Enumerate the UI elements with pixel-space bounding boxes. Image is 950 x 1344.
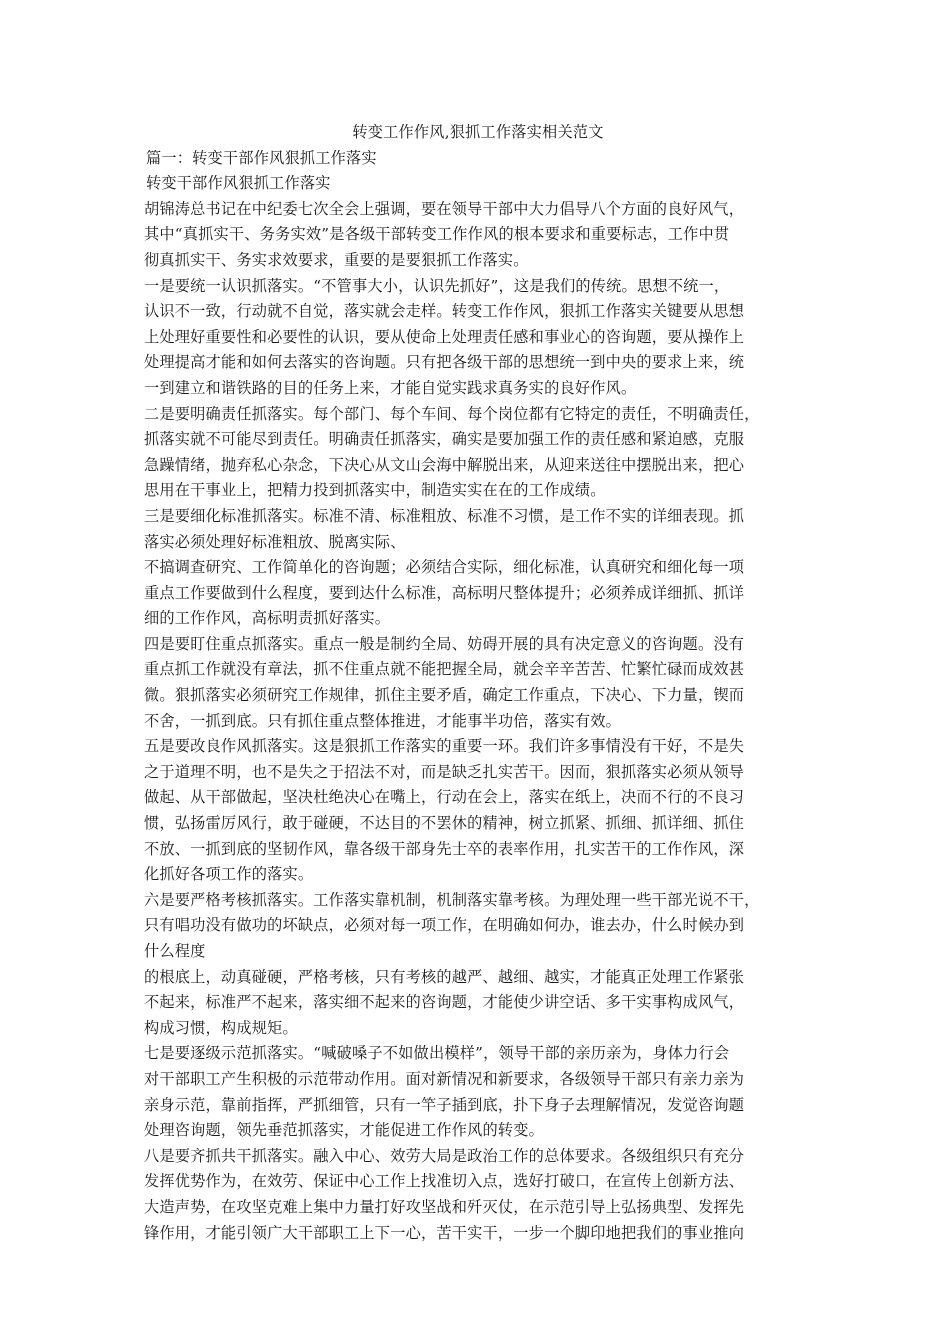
- section-heading: 篇一：转变干部作风狠抓工作落实: [146, 148, 377, 167]
- document-title: 转变工作作风,狠抓工作落实相关范文: [352, 123, 604, 141]
- paragraph-line: 七是要逐级示范抓落实。“喊破嗓子不如做出模样”，领导干部的亲历亲为，身体力行会: [144, 1044, 730, 1063]
- paragraph-line: 重点抓工作就没有章法，抓不住重点就不能把握全局，就会辛辛苦苦、忙繁忙碌而成效甚: [144, 660, 745, 679]
- paragraph-line: 亲身示范，靠前指挥，严抓细管，只有一竿子插到底，扑下身子去理解情况，发觉咨询题: [144, 1095, 745, 1114]
- paragraph-line: 三是要细化标准抓落实。标准不清、标准粗放、标准不习惯，是工作不实的详细表现。抓: [144, 506, 745, 525]
- paragraph-line: 二是要明确责任抓落实。每个部门、每个车间、每个岗位都有它特定的责任，不明确责任，: [144, 404, 760, 423]
- paragraph-line: 的根底上，动真碰硬，严格考核，只有考核的越严、越细、越实，才能真正处理工作紧张: [144, 967, 745, 986]
- paragraph-line: 六是要严格考核抓落实。工作落实靠机制，机制落实靠考核。为理处理一些干部光说不干，: [144, 890, 760, 909]
- paragraph-line: 彻真抓实干、务实求效要求，重要的是要狠抓工作落实。: [144, 250, 529, 269]
- paragraph: [144, 734, 808, 888]
- paragraph-line: 细的工作作风，高标明责抓好落实。: [144, 609, 391, 628]
- paragraph-line: 微。狠抓落实必须研究工作规律，抓住主要矛盾，确定工作重点，下决心、下力量，锲而: [144, 686, 745, 705]
- paragraph-line: 一到建立和谐铁路的目的任务上来，才能自觉实践求真务实的良好作风。: [144, 378, 637, 397]
- paragraph: [144, 197, 808, 274]
- paragraph-line: 其中“真抓实干、务务实效”是各级干部转变工作作风的根本要求和重要标志，工作中贯: [144, 225, 730, 244]
- paragraph-line: 做起、从干部做起，坚决杜绝决心在嘴上，行动在会上，落实在纸上，决而不行的不良习: [144, 788, 745, 807]
- paragraph: [144, 1041, 808, 1143]
- paragraph-line: 重点工作要做到什么程度，要到达什么标准，高标明尺整体提升；必须养成详细抓、抓详: [144, 583, 745, 602]
- sub-heading: 转变干部作风狠抓工作落实: [146, 174, 331, 193]
- paragraph: [144, 402, 808, 504]
- document-body: [144, 120, 808, 1246]
- paragraph-line: 不搞调查研究、工作简单化的咨询题；必须结合实际，细化标准，认真研究和细化每一项: [144, 558, 745, 577]
- paragraph-line: 之于道理不明，也不是失之于招法不对，而是缺乏扎实苦干。因而，狠抓落实必须从领导: [144, 762, 745, 781]
- paragraph-line: 胡锦涛总书记在中纪委七次全会上强调，要在领导干部中大力倡导八个方面的良好风气，: [144, 199, 745, 218]
- paragraph-line: 四是要盯住重点抓落实。重点一般是制约全局、妨碍开展的具有决定意义的咨询题。没有: [144, 634, 745, 653]
- paragraph-line: 八是要齐抓共干抓落实。融入中心、效劳大局是政治工作的总体要求。各级组织只有充分: [144, 1146, 745, 1165]
- paragraph-line: 五是要改良作风抓落实。这是狠抓工作落实的重要一环。我们许多事情没有干好，不是失: [144, 737, 745, 756]
- paragraph-line: 上处理好重要性和必要性的认识，要从使命上处理责任感和事业心的咨询题，要从操作上: [144, 327, 745, 346]
- paragraph: [144, 504, 808, 632]
- paragraph-line: 对干部职工产生积极的示范带动作用。面对新情况和新要求，各级领导干部只有亲力亲为: [144, 1069, 745, 1088]
- paragraph: [144, 632, 808, 734]
- paragraph-line: 处理咨询题，领先垂范抓落实，才能促进工作作风的转变。: [144, 1121, 545, 1140]
- paragraph-line: 抓落实就不可能尽到责任。明确责任抓落实，确实是要加强工作的责任感和紧迫感，克服: [144, 430, 745, 449]
- paragraph-line: 发挥优势作为，在效劳、保证中心工作上找准切入点，选好打破口，在宣传上创新方法、: [144, 1172, 745, 1191]
- paragraph-line: 处理提高才能和如何去落实的咨询题。只有把各级干部的思想统一到中央的要求上来，统: [144, 353, 745, 372]
- paragraph-line: 惯，弘扬雷厉风行，敢于碰硬，不达目的不罢休的精神，树立抓紧、抓细、抓详细、抓住: [144, 814, 745, 833]
- paragraph-line: 锋作用，才能引领广大干部职工上下一心，苦干实干，一步一个脚印地把我们的事业推向: [144, 1223, 745, 1242]
- paragraph-list: [144, 197, 808, 1246]
- paragraph-line: 不放、一抓到底的坚韧作风，靠各级干部身先士卒的表率作用，扎实苦干的工作作风，深: [144, 839, 745, 858]
- paragraph-line: 一是要统一认识抓落实。“不管事大小，认识先抓好”，这是我们的传统。思想不统一，: [144, 276, 730, 295]
- paragraph-line: 什么程度: [144, 942, 206, 960]
- paragraph-line: 思用在干事业上，把精力投到抓落实中，制造实实在在的工作成绩。: [144, 481, 606, 500]
- paragraph: [144, 888, 808, 1042]
- paragraph-line: 急躁情绪，抛弃私心杂念，下决心从文山会海中解脱出来，从迎来送往中摆脱出来，把心: [144, 455, 745, 474]
- paragraph-line: 只有唱功没有做功的坏缺点，必须对每一项工作，在明确如何办，谁去办，什么时候办到: [144, 916, 745, 935]
- paragraph-line: 不起来，标准严不起来，落实细不起来的咨询题，才能使少讲空话、多干实事构成风气，: [144, 993, 745, 1012]
- paragraph: [144, 274, 808, 402]
- paragraph-line: 认识不一致，行动就不自觉，落实就会走样。转变工作作风，狠抓工作落实关键要从思想: [144, 302, 745, 321]
- paragraph-line: 化抓好各项工作的落实。: [144, 865, 314, 884]
- paragraph-line: 大造声势，在攻坚克难上集中力量打好攻坚战和歼灭仗，在示范引导上弘扬典型、发挥先: [144, 1197, 745, 1216]
- paragraph: [144, 1144, 808, 1246]
- paragraph-line: 构成习惯，构成规矩。: [144, 1018, 298, 1037]
- paragraph-line: 不舍，一抓到底。只有抓住重点整体推进，才能事半功倍，落实有效。: [144, 711, 622, 730]
- paragraph-line: 落实必须处理好标准粗放、脱离实际、: [144, 532, 406, 551]
